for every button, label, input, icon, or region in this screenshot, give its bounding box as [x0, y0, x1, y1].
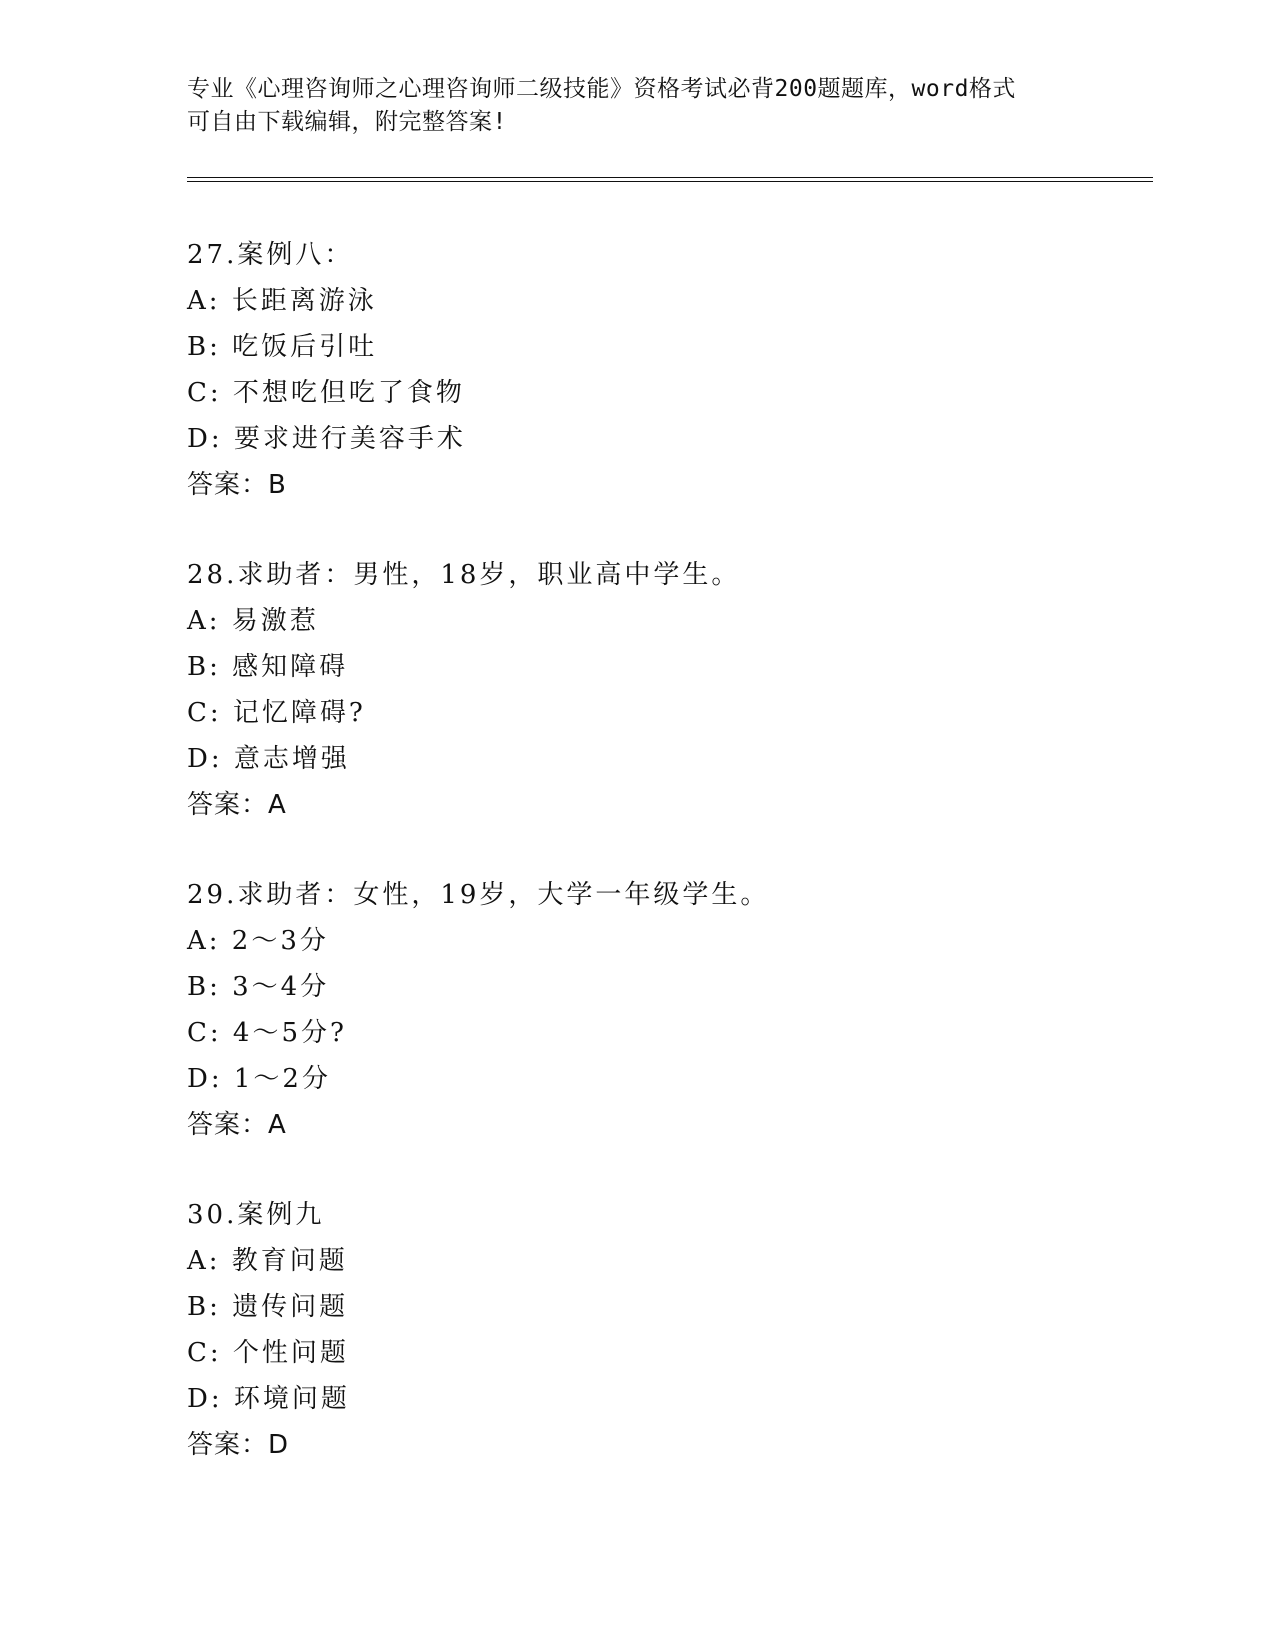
- option-a: A: 教育问题: [187, 1246, 348, 1276]
- option-b: B: 感知障碍: [187, 652, 349, 682]
- option-a: A: 易激惹: [187, 606, 319, 636]
- question-30: [187, 1192, 1137, 1512]
- header-title-line-1: 专业《心理咨询师之心理咨询师二级技能》资格考试必背200题题库，word格式: [187, 76, 1016, 102]
- option-c: C: 记忆障碍?: [187, 698, 366, 728]
- header-double-rule: [187, 177, 1153, 182]
- option-c: C: 4～5分?: [187, 1018, 347, 1048]
- question-stem: 28.求助者：男性，18岁，职业高中学生。: [187, 560, 741, 590]
- option-d: D: 要求进行美容手术: [187, 424, 466, 454]
- question-28: [187, 552, 1137, 872]
- header-title-line-2: 可自由下载编辑，附完整答案!: [187, 109, 507, 135]
- option-d: D: 1～2分: [187, 1064, 331, 1094]
- answer-line: 答案：A: [187, 790, 287, 820]
- question-stem: 29.求助者：女性，19岁，大学一年级学生。: [187, 880, 770, 910]
- answer-line: 答案：A: [187, 1110, 287, 1140]
- option-c: C: 个性问题: [187, 1338, 349, 1368]
- question-list: [187, 232, 1137, 1512]
- document-header: [187, 73, 1087, 139]
- answer-line: 答案：B: [187, 470, 287, 500]
- option-b: B: 吃饭后引吐: [187, 332, 378, 362]
- question-27: [187, 232, 1137, 552]
- question-29: [187, 872, 1137, 1192]
- option-b: B: 3～4分: [187, 972, 330, 1002]
- option-c: C: 不想吃但吃了食物: [187, 378, 465, 408]
- answer-line: 答案：D: [187, 1430, 290, 1460]
- option-a: A: 长距离游泳: [187, 286, 377, 316]
- option-a: A: 2～3分: [187, 926, 329, 956]
- option-d: D: 环境问题: [187, 1384, 350, 1414]
- question-stem: 27.案例八：: [187, 240, 354, 270]
- option-b: B: 遗传问题: [187, 1292, 349, 1322]
- question-stem: 30.案例九: [187, 1200, 325, 1230]
- option-d: D: 意志增强: [187, 744, 350, 774]
